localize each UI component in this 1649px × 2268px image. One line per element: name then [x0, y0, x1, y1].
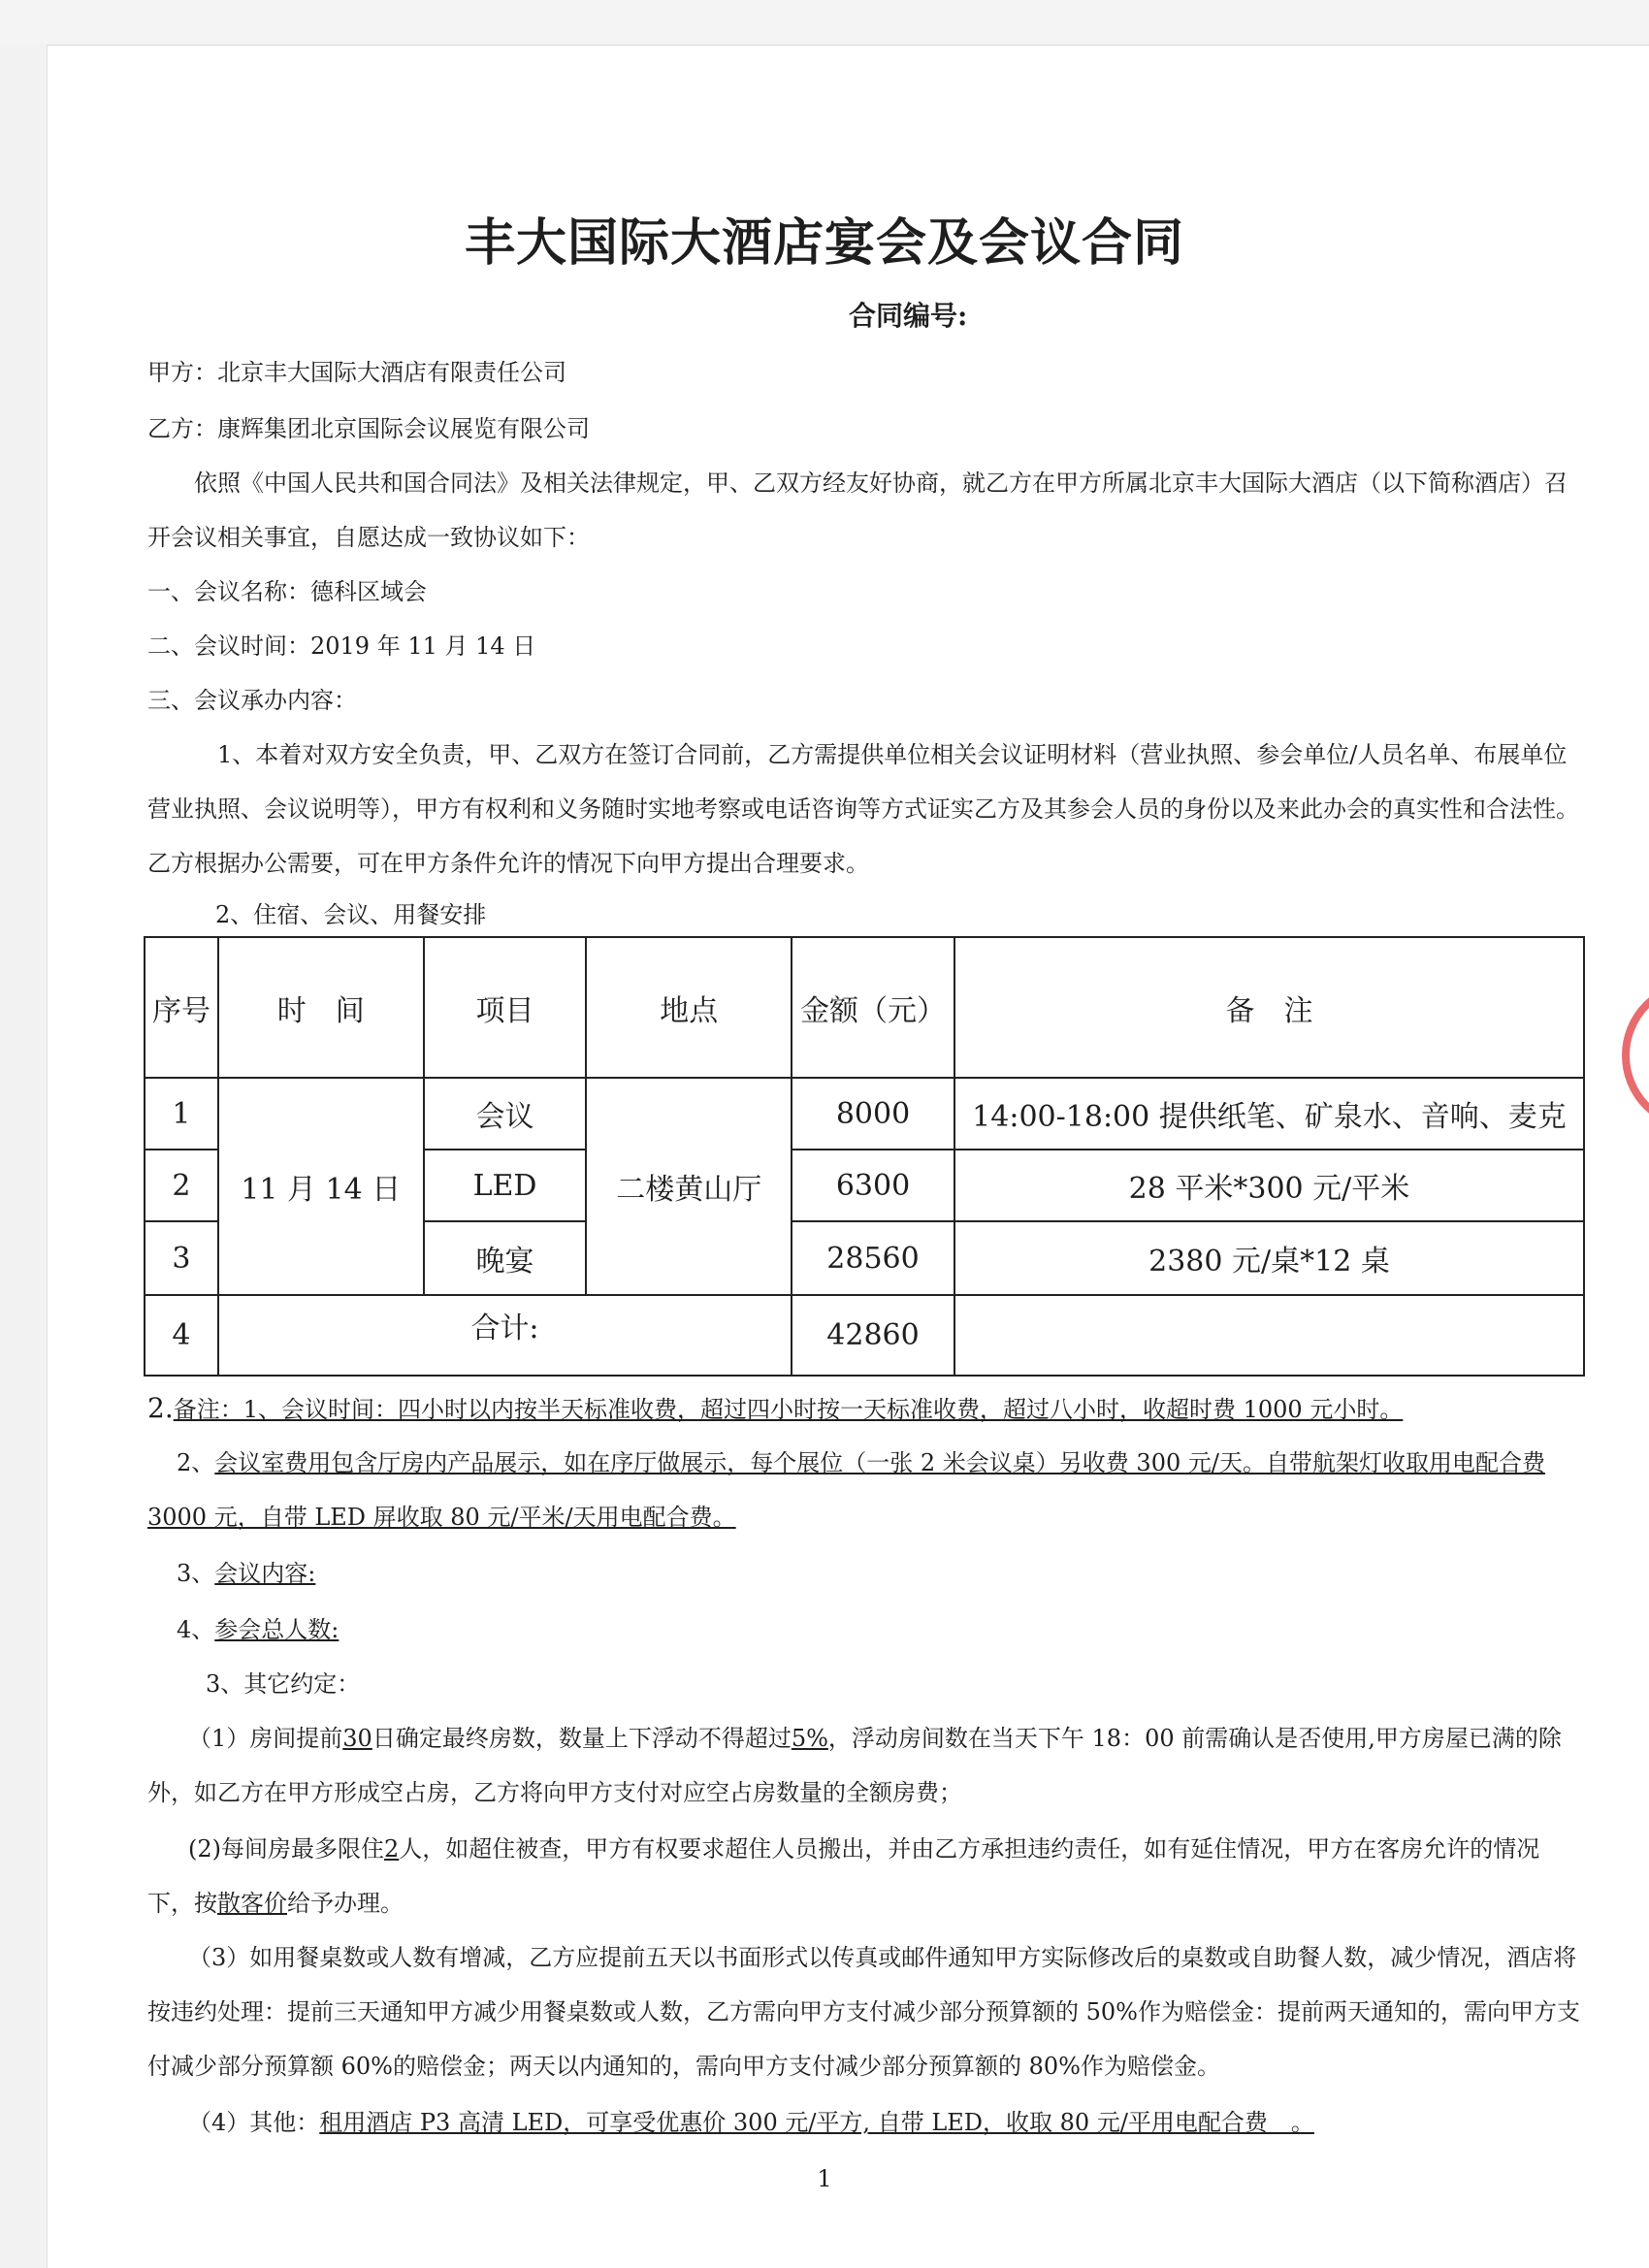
note-3-prefix: 3、 [177, 1560, 215, 1587]
intro-paragraph: 依照《中国人民共和国合同法》及相关法律规定，甲、乙双方经友好协商，就乙方在甲方所属北京丰大国际大酒店（以下简称酒店）召开会议相关事宜，自愿达成一致协议如下： [147, 470, 1568, 551]
other-4-a: （4）其他： [188, 2109, 320, 2136]
row-no: 1 [145, 1078, 218, 1150]
total-no: 4 [145, 1295, 218, 1376]
other-1-a: （1）房间提前 [188, 1725, 343, 1752]
other-4 [147, 2095, 1581, 2150]
other-1-days: 30 [342, 1725, 372, 1752]
scan-edge-left [0, 45, 48, 2268]
clause-2-heading: 2、住宿、会议、用餐安排 [215, 901, 487, 928]
other-2-e: 给予办理。 [287, 1890, 404, 1917]
row-amount: 6300 [792, 1150, 954, 1221]
other-2-c: 人，如超住被查，甲方有权要求超住人员搬出，并由乙方承担违约责任，如有延住情况，甲方在客房允许的情况下，按 [147, 1835, 1540, 1917]
header-note: 备 注 [954, 937, 1584, 1078]
row-amount: 28560 [792, 1221, 954, 1295]
meeting-date: 二、会议时间：2019 年 11 月 14 日 [147, 632, 536, 660]
other-1-percent: 5% [791, 1725, 828, 1752]
other-1-c: 日确定最终房数，数量上下浮动不得超过 [372, 1725, 792, 1752]
total-note [954, 1295, 1584, 1376]
contract-number-label: 合同编号: [849, 300, 968, 332]
clause-1: 1、本着对双方安全负责，甲、乙双方在签订合同前，乙方需提供单位相关会议证明材料（营业执照、参会单位/人员名单、布展单位营业执照、会议说明等），甲方有权利和义务随时实地考察或电话咨询等方式证实乙方及其参会人员的身份以及来此办会的真实性和合法性。乙方根据办公需要，可在甲方条件允许的情况下向甲方提出合理要求。 [147, 741, 1579, 877]
note-3 [177, 1546, 1610, 1601]
date-cell: 11 月 14 日 [218, 1078, 424, 1295]
document-title: 丰大国际大酒店宴会及会议合同 [464, 213, 1184, 273]
location-cell: 二楼黄山厅 [586, 1078, 792, 1295]
page-number: 1 [817, 2165, 832, 2192]
note-prefix: 2. [147, 1392, 174, 1424]
row-item: 会议 [424, 1078, 587, 1150]
header-location: 地点 [586, 937, 792, 1078]
note-2-prefix: 2、 [177, 1449, 215, 1476]
row-note: 2380 元/桌*12 桌 [954, 1221, 1584, 1295]
row-note: 28 平米*300 元/平米 [954, 1150, 1584, 1221]
undertaking-heading: 三、会议承办内容： [147, 687, 357, 714]
party-b: 乙方：康辉集团北京国际会议展览有限公司 [147, 415, 590, 442]
header-time: 时 间 [218, 937, 424, 1078]
header-amount: 金额（元） [792, 937, 954, 1078]
other-2-rate: 散客价 [217, 1890, 287, 1917]
note-1 [147, 1381, 1581, 1437]
row-item: 晚宴 [424, 1221, 587, 1295]
note-4-text: 参会总人数: [214, 1616, 340, 1643]
row-item: LED [424, 1150, 587, 1221]
other-heading: 3、其它约定： [206, 1670, 361, 1698]
total-row [145, 1295, 1584, 1376]
meeting-name: 一、会议名称：德科区域会 [147, 578, 427, 605]
other-1 [147, 1711, 1581, 1820]
table-row [145, 1078, 1584, 1150]
note-4-prefix: 4、 [177, 1616, 215, 1643]
table-header-row [145, 937, 1584, 1078]
row-no: 3 [145, 1221, 218, 1295]
other-2-a: (2)每间房最多限住 [188, 1835, 384, 1863]
red-seal-stamp [1622, 980, 1649, 1131]
scan-edge-top [0, 0, 1649, 46]
arrangement-table [144, 936, 1585, 1377]
party-a: 甲方：北京丰大国际大酒店有限责任公司 [147, 359, 566, 386]
row-no: 2 [145, 1150, 218, 1221]
note-1-text: 备注：1、会议时间：四小时以内按半天标准收费，超过四小时按一天标准收费，超过八小时，收超时费 1000 元小时。 [173, 1396, 1404, 1423]
other-4-b: 租用酒店 P3 高清 LED，可享受优惠价 300 元/平方, 自带 LED，收取 80 元/平用电配合费 。 [319, 2109, 1314, 2136]
note-2 [147, 1436, 1581, 1544]
header-no: 序号 [145, 937, 218, 1078]
other-2 [147, 1822, 1581, 1930]
note-3-text: 会议内容: [214, 1560, 316, 1587]
other-3: （3）如用餐桌数或人数有增减，乙方应提前五天以书面形式以传真或邮件通知甲方实际修改后的桌数或自助餐人数，减少情况，酒店将按违约处理：提前三天通知甲方减少用餐桌数或人数，乙方需向甲方支付减少部分预算额的 50%作为赔偿金：提前两天通知的，需向甲方支付减少部分预算额 60%的赔偿金；两天以内通知的，需向甲方支付减少部分预算额的 80%作为赔偿金。 [147, 1944, 1580, 2080]
note-4 [177, 1603, 1610, 1657]
other-1-e: ，浮动房间数在当天下午 18：00 前需确认是否使用,甲方房屋已满的除外，如乙方在甲方形成空占房，乙方将向甲方支付对应空占房数量的全额房费； [147, 1725, 1562, 1806]
total-amount: 42860 [792, 1295, 954, 1376]
total-label: 合计: [218, 1295, 792, 1376]
header-item: 项目 [424, 937, 587, 1078]
row-note: 14:00-18:00 提供纸笔、矿泉水、音响、麦克 [954, 1078, 1584, 1150]
row-amount: 8000 [792, 1078, 954, 1150]
other-2-persons: 2 [384, 1835, 400, 1863]
note-2-text: 会议室费用包含厅房内产品展示，如在序厅做展示，每个展位（一张 2 米会议桌）另收费 300 元/天。自带航架灯收取用电配合费 3000 元，自带 LED 屏收取 80 元/平米/天用电配合费。 [147, 1449, 1545, 1531]
